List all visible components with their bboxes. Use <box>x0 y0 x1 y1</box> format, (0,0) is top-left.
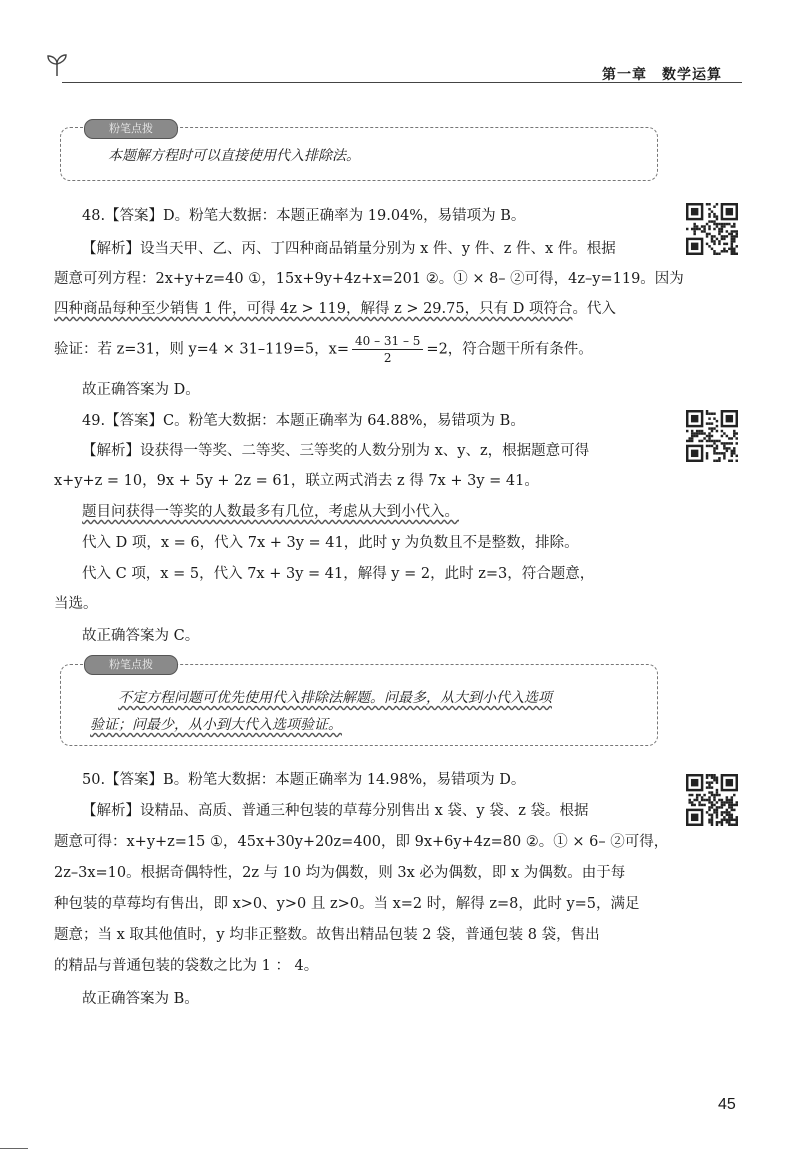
q48-verify-pre: 验证：若 z=31，则 y=4 × 31–119=5，x= <box>54 341 349 358</box>
q48-analysis-3-tail: 。代入 <box>572 301 616 317</box>
q48-verify <box>54 333 593 366</box>
q50-conclusion: 故正确答案为 B。 <box>82 991 199 1007</box>
tip-text-2b: 验证；问最少，从小到大代入选项验证。 <box>90 717 342 733</box>
q48-highlight: 四种商品每种至少销售 1 件，可得 4z > 119，解得 z > 29.75，只有 D 项符合 <box>54 301 573 317</box>
q50-answer: 50.【答案】B。粉笔大数据：本题正确率为 14.98%，易错项为 D。 <box>82 772 526 788</box>
q49-analysis-5: 代入 C 项，x = 5，代入 7x + 3y = 41，解得 y = 2，此时 z=3，符合题意， <box>82 566 595 582</box>
q49-analysis-4: 代入 D 项，x = 6，代入 7x + 3y = 41，此时 y 为负数且不是整数，排除。 <box>82 535 579 551</box>
q50-analysis-5: 题意；当 x 取其他值时，y 均非正整数。故售出精品包装 2 袋，普通包装 8 袋，售出 <box>54 927 600 943</box>
tip-label-2: 粉笔点拨 <box>84 655 178 675</box>
sprout-icon <box>44 52 70 78</box>
q50-analysis-2: 题意可得：x+y+z=15 ①，45x+30y+20z=400，即 9x+6y+4z=80 ②。① × 6– ②可得， <box>54 834 669 850</box>
q50-analysis-6: 的精品与普通包装的袋数之比为 1 ： 4。 <box>54 958 319 974</box>
q48-verify-post: =2，符合题干所有条件。 <box>426 341 593 358</box>
page-number: 45 <box>718 1096 736 1113</box>
q50-analysis-4: 种包装的草莓均有售出，即 x>0、y>0 且 z>0。当 x=2 时，解得 z=8，此时 y=5，满足 <box>54 896 640 912</box>
q48-fraction <box>352 333 423 366</box>
tip-text-2a: 不定方程问题可优先使用代入排除法解题。问最多，从大到小代入选项 <box>118 690 552 706</box>
q48-answer: 48.【答案】D。粉笔大数据：本题正确率为 19.04%，易错项为 B。 <box>82 208 526 224</box>
q48-analysis-2: 题意可列方程：2x+y+z=40 ①，15x+9y+4z+x=201 ②。① × 8– ②可得，4z–y=119。因为 <box>54 271 684 287</box>
q50-analysis-1: 【解析】设精品、高质、普通三种包装的草莓分别售出 x 袋、y 袋、z 袋。根据 <box>82 803 589 819</box>
q48-analysis-1: 【解析】设当天甲、乙、丙、丁四种商品销量分别为 x 件、y 件、z 件、x 件。根据 <box>82 241 616 257</box>
q48-fraction-numerator: 40 – 31 – 5 <box>352 333 423 350</box>
q48-fraction-denominator: 2 <box>383 351 392 365</box>
qr-code-q50[interactable] <box>686 774 738 826</box>
qr-code-q49[interactable] <box>686 410 738 462</box>
chapter-title: 第一章 数学运算 <box>602 67 722 83</box>
q49-answer: 49.【答案】C。粉笔大数据：本题正确率为 64.88%，易错项为 B。 <box>82 413 525 429</box>
q49-analysis-1: 【解析】设获得一等奖、二等奖、三等奖的人数分别为 x、y、z，根据题意可得 <box>82 443 590 459</box>
q49-analysis-6: 当选。 <box>54 596 98 612</box>
qr-code-q48[interactable] <box>686 203 738 255</box>
q49-conclusion: 故正确答案为 C。 <box>82 628 200 644</box>
footer-rule <box>0 1148 28 1149</box>
q49-analysis-3: 题目问获得一等奖的人数最多有几位，考虑从大到小代入。 <box>82 504 459 520</box>
q48-analysis-3 <box>54 297 616 318</box>
tip-label-1: 粉笔点拨 <box>84 119 178 139</box>
header-rule <box>62 82 592 83</box>
q50-analysis-3: 2z–3x=10。根据奇偶特性，2z 与 10 均为偶数，则 3x 必为偶数，即 x 为偶数。由于每 <box>54 865 626 881</box>
q48-conclusion: 故正确答案为 D。 <box>82 382 200 398</box>
q49-analysis-2: x+y+z = 10，9x + 5y + 2z = 61，联立两式消去 z 得 7x + 3y = 41。 <box>54 473 539 489</box>
tip-text-1: 本题解方程时可以直接使用代入排除法。 <box>108 148 360 164</box>
